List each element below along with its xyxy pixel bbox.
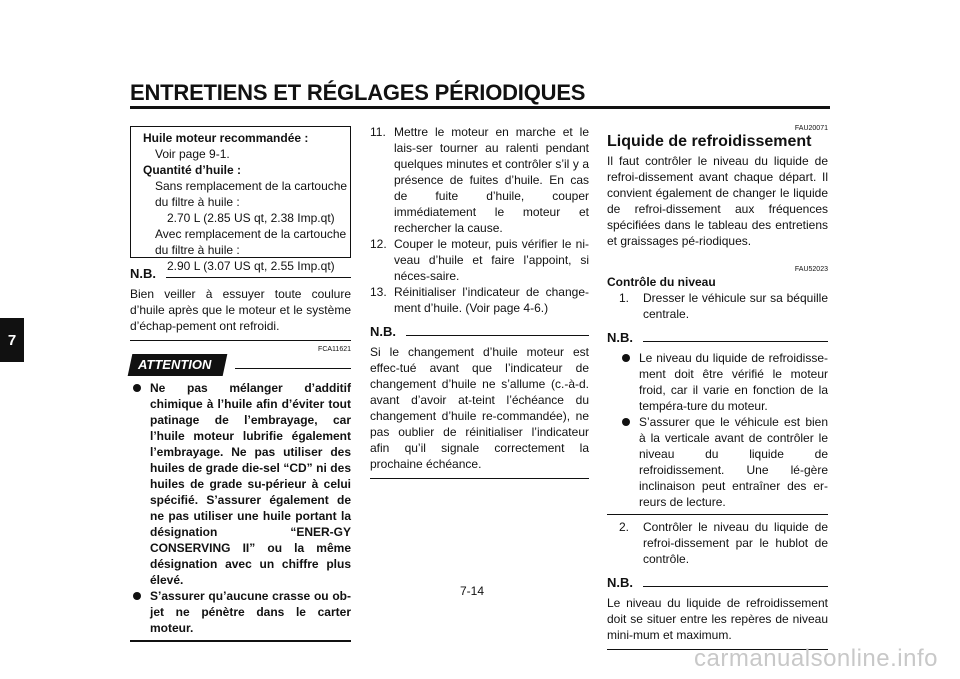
attention-item: S’assurer qu’aucune crasse ou ob-jet ne pénètre dans le carter moteur.	[130, 588, 351, 636]
nb-end-rule	[607, 514, 828, 515]
middle-column	[370, 124, 589, 479]
header-rule	[130, 106, 830, 109]
subsection-code: FAU52023	[794, 266, 828, 273]
nb-text: Le niveau du liquide de refroidissement doit se situer entre les repères de niveau mini-mum et maximum.	[607, 596, 828, 642]
nb-list	[607, 350, 828, 510]
section-code: FAU20071	[794, 125, 828, 132]
right-column	[607, 124, 828, 650]
watermark: carmanualsonline.info	[694, 645, 938, 672]
nb-heading	[370, 322, 589, 340]
attention-badge: ATTENTION	[128, 354, 228, 376]
bullet-icon	[133, 592, 141, 600]
nb-label: N.B.	[607, 575, 633, 590]
without-filter-line-2: du filtre à huile :	[155, 195, 240, 209]
oil-value: Voir page 9-1.	[155, 147, 230, 161]
bullet-icon	[133, 384, 141, 392]
nb-label: N.B.	[607, 330, 633, 345]
nb-heading	[130, 264, 351, 282]
attention-code: FCA11621	[318, 346, 351, 353]
page-header-title: ENTRETIENS ET RÉGLAGES PÉRIODIQUES	[130, 80, 586, 105]
bullet-icon	[622, 418, 630, 426]
left-column-notes	[130, 264, 351, 642]
nb-end-rule	[130, 340, 351, 341]
with-filter-line-2: du filtre à huile :	[155, 243, 240, 257]
nb-list-item: S’assurer que le véhicule est bien à la verticale avant de contrôler le niveau du liquide de refroidissement. Une lé-gère inclinaison peut entraîner des er-reurs de lecture.	[619, 414, 828, 510]
bullet-icon	[622, 354, 630, 362]
step-item: 1. Dresser le véhicule sur sa béquille centrale.	[619, 291, 828, 321]
step-item: 13. Réinitialiser l’indicateur de change-ment d’huile. (Voir page 4-6.)	[370, 285, 589, 315]
step-item: 2. Contrôler le niveau du liquide de refroi-dissement par le hublot de contrôle.	[619, 520, 828, 566]
nb-heading	[607, 328, 828, 346]
step-item: 12. Couper le moteur, puis vérifier le ni-veau d’huile et faire l’appoint, si néces-saire.	[370, 237, 589, 283]
nb-end-rule	[370, 478, 589, 479]
attention-heading	[130, 354, 351, 376]
nb-list-item: Le niveau du liquide de refroidisse-ment doit être vérifié le moteur froid, car il varie en fonction de la tempéra-ture du moteur.	[619, 350, 828, 414]
attention-list	[130, 380, 351, 636]
without-filter-line-1: Sans remplacement de la cartouche	[155, 179, 348, 193]
quantity-label: Quantité d’huile :	[143, 163, 241, 177]
page-number: 7-14	[460, 584, 485, 598]
with-filter-line-1: Avec remplacement de la cartouche	[155, 227, 347, 241]
nb-label: N.B.	[130, 266, 156, 281]
attention-item: Ne pas mélanger d’additif chimique à l’huile afin d’éviter tout patinage de l’embrayage, car l’huile moteur lubrifie également l’embrayage. Ne pas utiliser des huiles de grade die-sel “CD” ni des huiles de grade su-périeur à celui spécifié. S’assurer également de ne pas utiliser une huile portant la désignation “ENER-GY CONSERVING II” ou la même désignation avec un chiffre plus élevé.	[130, 380, 351, 588]
step-item: 11. Mettre le moteur en marche et le lais-ser tourner au ralenti pendant quelques minutes et contrôler s’il y a présence de fuites d’huile. En cas de fuite d’huile, couper immédiatement le moteur et rechercher la cause.	[370, 125, 589, 235]
with-filter-value: 2.90 L (3.07 US qt, 2.55 Imp.qt)	[167, 259, 335, 273]
chapter-tab: 7	[0, 318, 24, 362]
section-title: Liquide de refroidissement	[607, 133, 812, 150]
nb-text: Si le changement d’huile moteur est effec-tué avant que l’indicateur de changement d’huile ne s’allume (c.-à-d. avant d’avoir at-teint l’échéance du changement d’huile re-commandée), ne pas oublier de réinitialiser l’indicateur afin qu’il signale correctement la prochaine échéance.	[370, 345, 589, 471]
oil-spec-box	[130, 126, 351, 273]
nb-heading	[607, 573, 828, 591]
oil-label: Huile moteur recommandée :	[143, 131, 309, 145]
subsection-title: Contrôle du niveau	[607, 275, 716, 289]
attention-end-rule	[130, 640, 351, 642]
nb-text: Bien veiller à essuyer toute coulure d’huile après que le moteur et le système d’échap-pement ont refroidi.	[130, 287, 351, 333]
without-filter-value: 2.70 L (2.85 US qt, 2.38 Imp.qt)	[167, 211, 335, 225]
section-intro: Il faut contrôler le niveau du liquide de refroi-dissement avant chaque départ. Il convient également de changer le liquide de refroi-dissement aux fréquences spécifiées dans le tableau des entretiens et graissages pé-riodiques.	[607, 154, 828, 248]
nb-label: N.B.	[370, 324, 396, 339]
